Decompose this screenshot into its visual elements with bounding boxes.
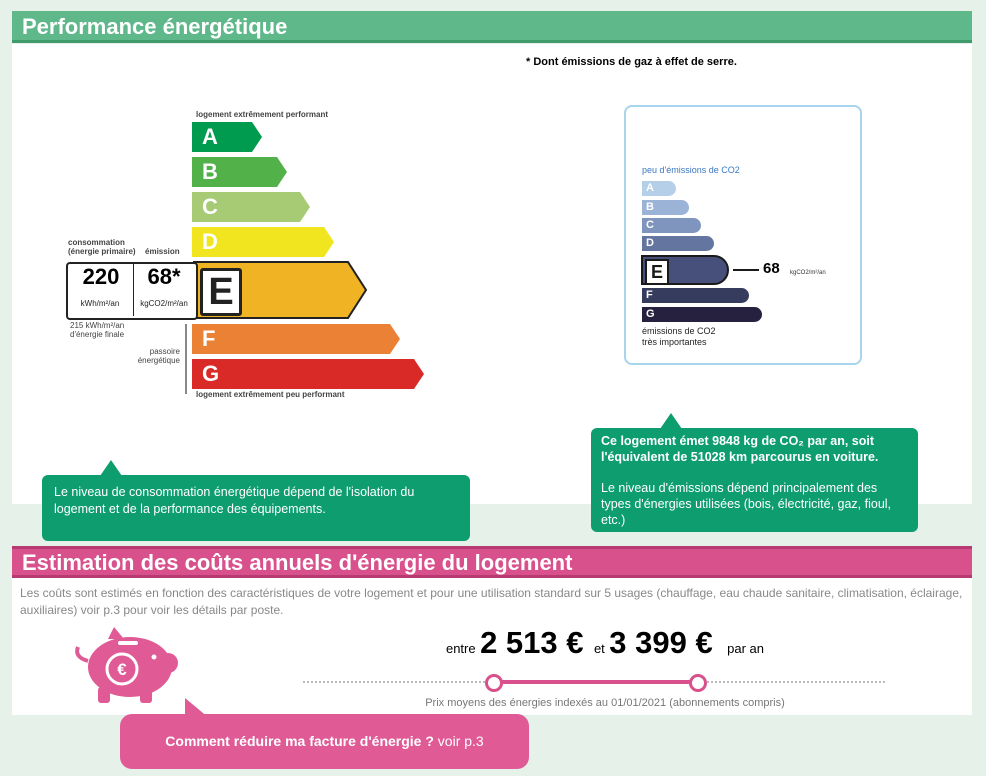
- ghg-letter-e: E: [645, 259, 669, 285]
- emission-unit: kgCO2/m²/an: [140, 299, 188, 308]
- prices-note: Prix moyens des énergies indexés au 01/01/2021 (abonnements compris): [425, 697, 785, 709]
- consumption-box-divider: [133, 264, 134, 316]
- dpe-letter-e-current: E: [200, 268, 242, 316]
- dpe-letter-d: D: [202, 229, 218, 254]
- cost-header-top-bar: [12, 546, 972, 549]
- svg-text:€: €: [117, 660, 127, 679]
- cost-title: Estimation des coûts annuels d'énergie du logement: [22, 550, 573, 575]
- consumption-value: 220: [82, 264, 120, 289]
- ghg-bar-c: C: [642, 218, 701, 233]
- cost-middle: et: [593, 641, 605, 656]
- dpe-bar-f: [192, 324, 400, 354]
- performance-title: Performance énergétique: [22, 14, 288, 39]
- consumption-unit: kWh/m²/an: [80, 299, 120, 308]
- ghg-top-label: peu d'émissions de CO2: [642, 165, 740, 175]
- bubble-right-emissions: Ce logement émet 9848 kg de CO₂ par an, soit l'équivalent de 51028 km parcourus en voiture.: [601, 434, 879, 464]
- dpe-letter-b: B: [202, 159, 218, 184]
- bubble-left: Le niveau de consommation énergétique dépend de l'isolation du logement et de la performance des équipements.: [42, 475, 470, 541]
- dpe-letter-c: C: [202, 194, 218, 219]
- bubble-left-pointer: [100, 460, 122, 476]
- ghg-unit: kgCO2/m²/an: [790, 270, 826, 276]
- ghg-bottom-label: émissions de CO2 très importantes: [642, 326, 716, 347]
- dpe-arrows: [192, 122, 432, 394]
- cost-range-bar: [493, 680, 697, 684]
- emission-value: 68*: [147, 264, 181, 289]
- consumption-label: consommation (énergie primaire): [68, 238, 136, 256]
- bubble-right-explanation: Le niveau d'émissions dépend principalement des types d'énergies utilisées (bois, électricité, gaz, fioul, etc.): [601, 481, 892, 527]
- dpe-bottom-label: logement extrêmement peu performant: [196, 390, 345, 399]
- cost-range: [330, 625, 880, 661]
- cta-bubble[interactable]: [120, 714, 529, 769]
- dpe-letter-f: F: [202, 326, 216, 351]
- dpe-letter-g: G: [202, 361, 220, 386]
- cost-prefix: entre: [445, 641, 476, 656]
- performance-header: [12, 11, 972, 43]
- dpe-letter-a: A: [202, 124, 218, 149]
- cost-min-marker: [485, 674, 503, 692]
- passoire-bracket: [185, 324, 187, 394]
- ghg-value-leader: [733, 269, 759, 271]
- cost-max: 3 399 €: [609, 625, 713, 660]
- cost-min: 2 513 €: [480, 625, 584, 660]
- cta-link[interactable]: voir p.3: [437, 733, 484, 749]
- cost-description: Les coûts sont estimés en fonction des caractéristiques de votre logement et pour une utilisation standard sur 5 usages (chauffage, eau chaude sanitaire, climatisation, éclairage, auxiliaires) voir p.3 pour voir les détails par poste.: [20, 586, 963, 617]
- bubble-right: [591, 428, 918, 532]
- ghg-bar-d: D: [642, 236, 714, 251]
- dpe-bar-g: [192, 359, 424, 389]
- ghg-bar-b: B: [642, 200, 689, 215]
- cta-question: Comment réduire ma facture d'énergie ?: [165, 733, 434, 749]
- cost-max-marker: [689, 674, 707, 692]
- emission-label: émission: [145, 247, 180, 256]
- ghg-bar-a: A: [642, 181, 676, 196]
- cost-suffix: par an: [727, 641, 765, 656]
- piggy-bank-euro-icon: [70, 627, 190, 705]
- bubble-right-pointer: [660, 413, 682, 429]
- ghg-value: 68: [763, 260, 780, 277]
- final-energy-label: 215 kWh/m²/an d'énergie finale: [70, 321, 125, 339]
- passoire-label: passoire énergétique: [137, 347, 180, 365]
- ghg-bar-g: G: [642, 307, 762, 322]
- header-divider: [12, 40, 972, 43]
- ghg-bar-f: F: [642, 288, 749, 303]
- cost-header: [12, 546, 972, 578]
- ghg-note: * Dont émissions de gaz à effet de serre.: [526, 56, 737, 68]
- dpe-top-label: logement extrêmement performant: [196, 110, 329, 119]
